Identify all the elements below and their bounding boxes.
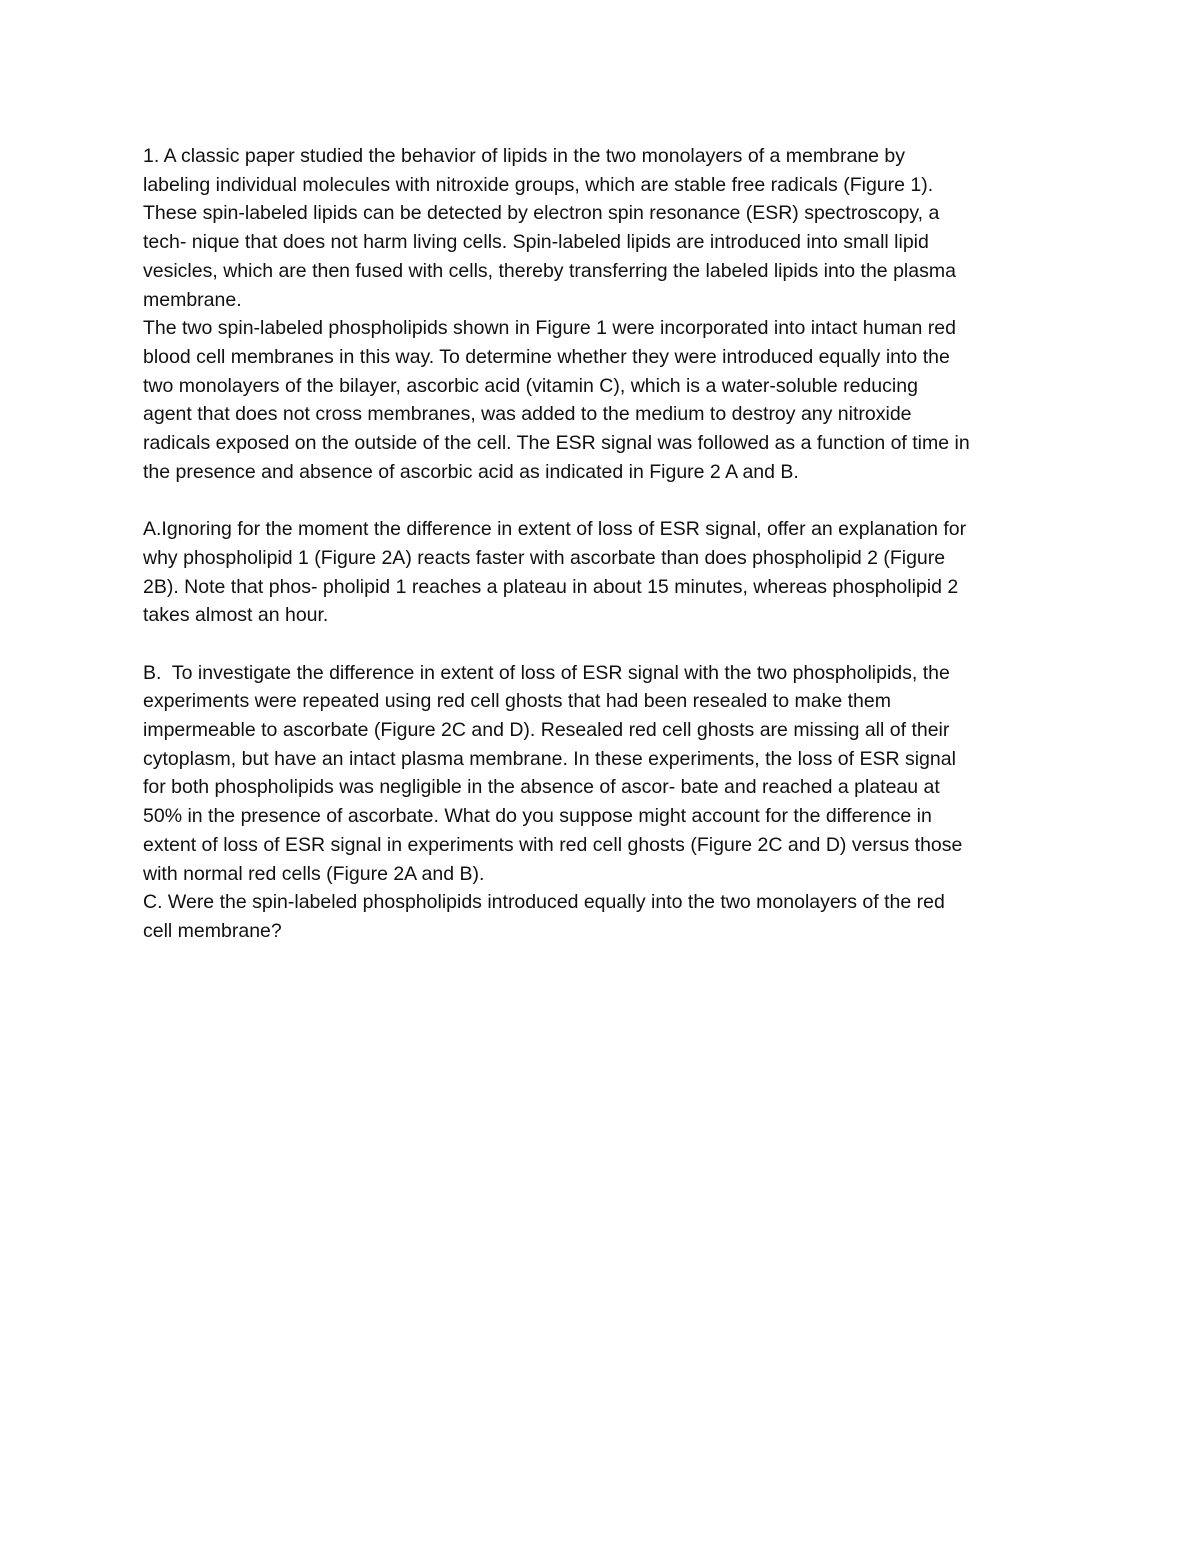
text-line: 2B). Note that phos- pholipid 1 reaches a plateau in about 15 minutes, whereas phospholipid 2 — [143, 575, 959, 598]
paragraph-spacer — [143, 630, 1068, 659]
text-line: B. To investigate the difference in extent of loss of ESR signal with the two phospholipids, the — [143, 661, 950, 684]
text-line: experiments were repeated using red cell ghosts that had been resealed to make them — [143, 690, 891, 713]
question-setup-paragraph — [143, 314, 1068, 486]
text-line: for both phospholipids was negligible in the absence of ascor- bate and reached a plateau at — [143, 776, 940, 799]
text-line: C. Were the spin-labeled phospholipids introduced equally into the two monolayers of the red — [143, 891, 945, 914]
text-line: These spin-labeled lipids can be detected by electron spin resonance (ESR) spectroscopy, a — [143, 202, 940, 225]
text-line: the presence and absence of ascorbic acid as indicated in Figure 2 A and B. — [143, 460, 799, 483]
text-line: cytoplasm, but have an intact plasma membrane. In these experiments, the loss of ESR signal — [143, 747, 956, 770]
text-line: 50% in the presence of ascorbate. What do you suppose might account for the difference in — [143, 805, 932, 828]
text-line: labeling individual molecules with nitroxide groups, which are stable free radicals (Figure 1). — [143, 173, 934, 196]
paragraph-spacer — [143, 486, 1068, 515]
text-line: with normal red cells (Figure 2A and B). — [143, 862, 485, 885]
text-line: membrane. — [143, 288, 242, 311]
text-line: blood cell membranes in this way. To determine whether they were introduced equally into the — [143, 345, 950, 368]
document-body — [143, 142, 1068, 946]
text-line: two monolayers of the bilayer, ascorbic acid (vitamin C), which is a water-soluble reducing — [143, 374, 918, 397]
text-line: extent of loss of ESR signal in experiments with red cell ghosts (Figure 2C and D) versus those — [143, 833, 963, 856]
text-line: A.Ignoring for the moment the difference in extent of loss of ESR signal, offer an explanation for — [143, 518, 967, 541]
text-line: impermeable to ascorbate (Figure 2C and D). Resealed red cell ghosts are missing all of their — [143, 719, 950, 742]
text-line: cell membrane? — [143, 919, 282, 942]
text-line: why phospholipid 1 (Figure 2A) reacts faster with ascorbate than does phospholipid 2 (Figure — [143, 546, 946, 569]
part-c-paragraph — [143, 888, 1068, 945]
text-line: tech- nique that does not harm living cells. Spin-labeled lipids are introduced into small lipid — [143, 231, 929, 254]
text-line: agent that does not cross membranes, was added to the medium to destroy any nitroxide — [143, 403, 912, 426]
part-a-paragraph — [143, 515, 1068, 630]
text-line: The two spin-labeled phospholipids shown in Figure 1 were incorporated into intact human red — [143, 317, 956, 340]
text-line: takes almost an hour. — [143, 604, 329, 627]
text-line: 1. A classic paper studied the behavior of lipids in the two monolayers of a membrane by — [143, 145, 906, 167]
text-line: vesicles, which are then fused with cells, thereby transferring the labeled lipids into the plasma — [143, 259, 956, 282]
question-intro-paragraph — [143, 142, 1068, 314]
text-line: radicals exposed on the outside of the cell. The ESR signal was followed as a function of time in — [143, 432, 970, 455]
part-b-paragraph — [143, 659, 1068, 889]
